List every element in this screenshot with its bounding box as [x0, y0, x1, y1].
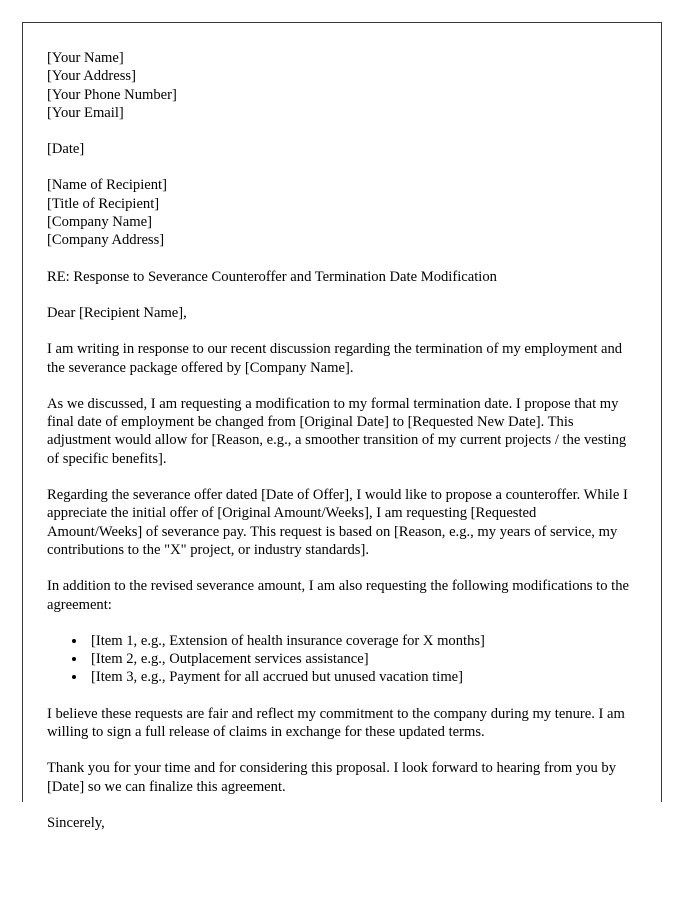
- document-body: [23, 23, 661, 832]
- paragraph-counteroffer: Regarding the severance offer dated [Date of Offer], I would like to propose a counteroffer. While I appreciate the initial offer of [Original Amount/Weeks], I am requesting [Requested Amount/Weeks] of severance pay. This request is based on [Reason, e.g., my years of service, my contributions to the "X" project, or industry standards].: [47, 487, 628, 558]
- paragraph-intro: I am writing in response to our recent discussion regarding the termination of my employment and the severance package offered by [Company Name].: [47, 341, 623, 376]
- recipient-address-block: [47, 176, 631, 249]
- subject-line: RE: Response to Severance Counteroffer and Termination Date Modification: [47, 268, 497, 285]
- paragraph-closing-rationale: I believe these requests are fair and reflect my commitment to the company during my tenure. I am willing to sign a full release of claims in exchange for these updated terms.: [47, 705, 625, 741]
- document-page: [22, 22, 662, 831]
- paragraph-additional-modifications-intro: In addition to the revised severance amount, I am also requesting the following modifications to the agreement:: [47, 578, 629, 613]
- recipient-company-address: [Company Address]: [47, 232, 165, 249]
- sender-name: [Your Name]: [47, 50, 124, 66]
- modification-items-list: [47, 632, 631, 687]
- recipient-name: [Name of Recipient]: [47, 177, 167, 194]
- sender-address-block: [47, 49, 631, 122]
- salutation: Dear [Recipient Name],: [47, 304, 187, 321]
- recipient-company: [Company Name]: [47, 214, 152, 231]
- paragraph-thank-you: Thank you for your time and for considering this proposal. I look forward to hearing from you by [Date] so we can finalize this agreement.: [47, 760, 617, 795]
- recipient-title: [Title of Recipient]: [47, 195, 160, 212]
- list-item: • [Item 1, e.g., Extension of health insurance coverage for X months]: [87, 632, 631, 650]
- sign-off: Sincerely,: [47, 814, 105, 831]
- paragraph-termination-date: As we discussed, I am requesting a modification to my formal termination date. I propose that my final date of employment be changed from [Original Date] to [Requested New Date]. This adjustment would allow for [Reason, e.g., a smoother transition of my current projects / the vesting of specific benefits].: [47, 395, 627, 467]
- sender-email: [Your Email]: [47, 104, 124, 121]
- sender-phone: [Your Phone Number]: [47, 86, 177, 103]
- list-item: • [Item 2, e.g., Outplacement services assistance]: [87, 650, 631, 668]
- list-item: • [Item 3, e.g., Payment for all accrued but unused vacation time]: [87, 668, 631, 686]
- date-line: [Date]: [47, 141, 85, 158]
- sender-address: [Your Address]: [47, 68, 136, 85]
